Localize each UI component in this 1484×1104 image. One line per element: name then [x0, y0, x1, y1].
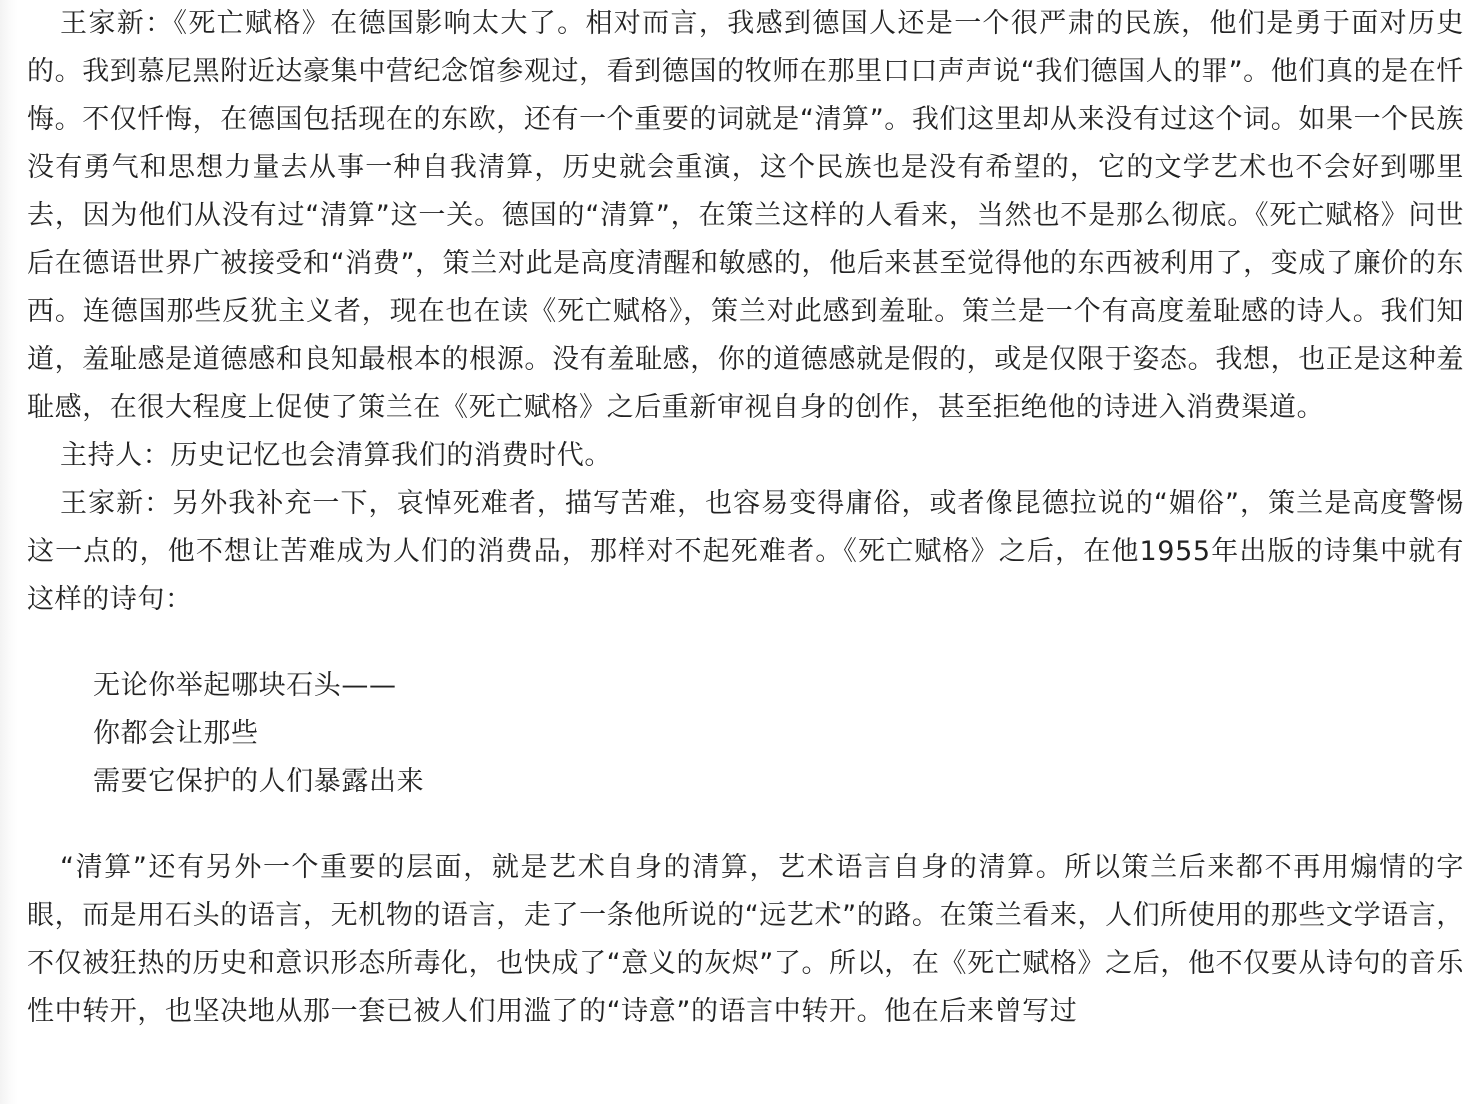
- poem-line: 需要它保护的人们暴露出来: [93, 766, 425, 797]
- paragraph-closing: “清算”还有另外一个重要的层面，就是艺术自身的清算，艺术语言自身的清算。所以策兰后来都不再用煽情的字眼，而是用石头的语言，无机物的语言，走了一条他所说的“远艺术”的路。在策兰看来，人们所使用的那些文学语言，不仅被狂热的历史和意识形态所毒化，也快成了“意义的灰烬”了。所以，在《死亡赋格》之后，他不仅要从诗句的音乐性中转开，也坚决地从那一套已被人们用滥了的“诗意”的语言中转开。他在后来曾写过: [27, 852, 1464, 1027]
- paragraph-wang-jiaxin-2: 王家新：另外我补充一下，哀悼死难者，描写苦难，也容易变得庸俗，或者像昆德拉说的“媚俗”，策兰是高度警惕这一点的，他不想让苦难成为人们的消费品，那样对不起死难者。《死亡赋格》之后，在他1955年出版的诗集中就有这样的诗句：: [27, 488, 1464, 615]
- paragraph-wang-jiaxin-1: 王家新：《死亡赋格》在德国影响太大了。相对而言，我感到德国人还是一个很严肃的民族，他们是勇于面对历史的。我到慕尼黑附近达豪集中营纪念馆参观过，看到德国的牧师在那里口口声声说“我们德国人的罪”。他们真的是在忏悔。不仅忏悔，在德国包括现在的东欧，还有一个重要的词就是“清算”。我们这里却从来没有过这个词。如果一个民族没有勇气和思想力量去从事一种自我清算，历史就会重演，这个民族也是没有希望的，它的文学艺术也不会好到哪里去，因为他们从没有过“清算”这一关。德国的“清算”，在策兰这样的人看来，当然也不是那么彻底。《死亡赋格》问世后在德语世界广被接受和“消费”，策兰对此是高度清醒和敏感的，他后来甚至觉得他的东西被利用了，变成了廉价的东西。连德国那些反犹主义者，现在也在读《死亡赋格》，策兰对此感到羞耻。策兰是一个有高度羞耻感的诗人。我们知道，羞耻感是道德感和良知最根本的根源。没有羞耻感，你的道德感就是假的，或是仅限于姿态。我想，也正是这种羞耻感，在很大程度上促使了策兰在《死亡赋格》之后重新审视自身的创作，甚至拒绝他的诗进入消费渠道。: [27, 8, 1464, 423]
- poem-line: 无论你举起哪块石头——: [93, 670, 397, 701]
- paragraph-host: 主持人：历史记忆也会清算我们的消费时代。: [60, 440, 612, 471]
- poem-line: 你都会让那些: [93, 718, 259, 749]
- poem-block: [27, 662, 1464, 806]
